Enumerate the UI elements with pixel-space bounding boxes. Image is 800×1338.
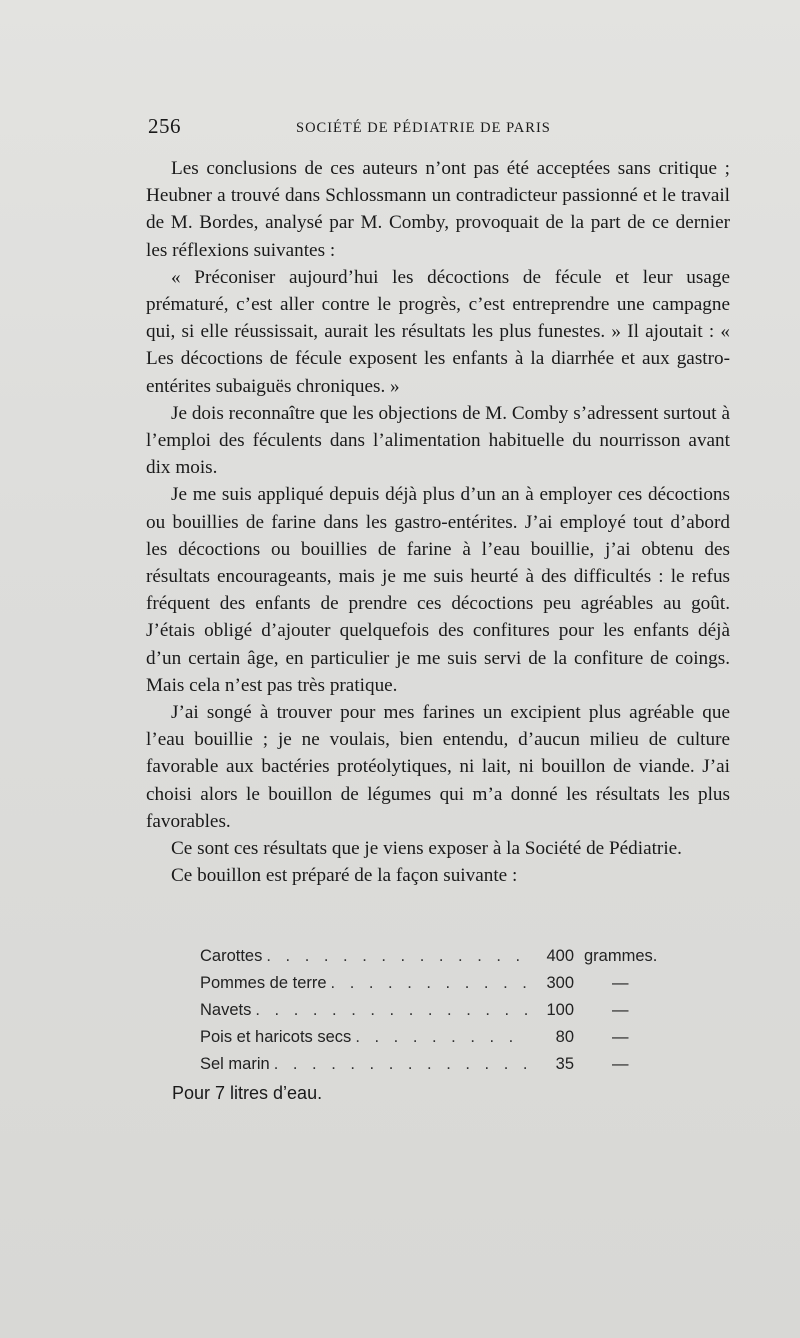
- closing-line: Pour 7 litres d’eau.: [172, 1083, 323, 1103]
- recipe-row: [200, 1024, 680, 1051]
- body-text: [146, 155, 730, 889]
- paragraph: J’ai songé à trouver pour mes farines un excipient plus agréable que l’eau bouillie ; je ne voulais, bien entendu, d’aucun milieu de culture favorable aux bactéries protéolytiques, ni lait, ni bouillon de viande. J’ai choisi alors le bouillon de légumes qui m’a donné les résultats les plus favorables.: [146, 702, 730, 832]
- ingredient-name: Pois et haricots secs: [200, 1028, 352, 1046]
- ingredient-quantity: 300: [546, 974, 574, 992]
- ingredient-quantity: 35: [555, 1055, 574, 1073]
- ingredient-quantity: 100: [546, 1001, 574, 1019]
- page-header: [148, 114, 730, 144]
- ingredient-name: Navets: [200, 1001, 252, 1019]
- ingredient-quantity: 80: [555, 1028, 574, 1046]
- recipe-row: [200, 970, 680, 997]
- page-number: 256: [148, 114, 181, 138]
- ingredient-quantity: 400: [546, 947, 574, 965]
- ingredient-name: Carottes: [200, 947, 263, 965]
- ingredient-name: Pommes de terre: [200, 974, 327, 992]
- recipe-table: [200, 943, 680, 1078]
- ingredient-name: Sel marin: [200, 1055, 270, 1073]
- dot-leader: [331, 970, 528, 997]
- recipe-row: [200, 1051, 680, 1078]
- ingredient-unit: —: [612, 1001, 629, 1019]
- dot-leader: [266, 943, 528, 970]
- ingredient-unit: —: [612, 1028, 629, 1046]
- running-title: SOCIÉTÉ DE PÉDIATRIE DE PARIS: [296, 120, 551, 136]
- ingredient-unit: —: [612, 1055, 629, 1073]
- dot-leader: [355, 1024, 528, 1051]
- paragraph: Les conclusions de ces auteurs n’ont pas été acceptées sans critique ; Heubner a trouvé dans Schlossmann un contradicteur passionné et le travail de M. Bordes, analysé par M. Comby, provoquait de la part de ce dernier les réflexions suivantes :: [146, 158, 730, 261]
- recipe-row: [200, 943, 680, 970]
- paragraph: Je dois reconnaître que les objections de M. Comby s’adressent surtout à l’emploi des féculents dans l’alimentation habituelle du nourrisson avant dix mois.: [146, 402, 730, 479]
- paragraph: « Préconiser aujourd’hui les décoctions de fécule et leur usage prématuré, c’est aller contre le progrès, c’est entreprendre une campagne qui, si elle réussissait, aurait les résultats les plus funestes. » Il ajoutait : « Les décoctions de fécule exposent les enfants à la diarrhée et aux gastro-entérites subaiguës chroniques. »: [146, 266, 730, 397]
- paragraph: Ce bouillon est préparé de la façon suivante :: [171, 865, 518, 887]
- dot-leader: [274, 1051, 528, 1078]
- paragraph: Je me suis appliqué depuis déjà plus d’un an à employer ces décoctions ou bouillies de farine dans les gastro-entérites. J’ai employé tout d’abord les décoctions ou bouillies de farine à l’eau bouillie, j’ai obtenu des résultats encourageants, mais je me suis heurté à des difficultés : le refus fréquent des enfants de prendre ces décoctions peu agréables au goût. J’étais obligé d’ajouter quelquefois des confitures pour les enfants déjà d’un certain âge, en particulier je me suis servi de la confiture de coings. Mais cela n’est pas très pratique.: [146, 484, 730, 696]
- dot-leader: [255, 997, 528, 1024]
- recipe-row: [200, 997, 680, 1024]
- ingredient-unit: —: [612, 974, 629, 992]
- paragraph: Ce sont ces résultats que je viens exposer à la Société de Pédiatrie.: [171, 838, 682, 860]
- ingredient-unit: grammes.: [584, 947, 658, 965]
